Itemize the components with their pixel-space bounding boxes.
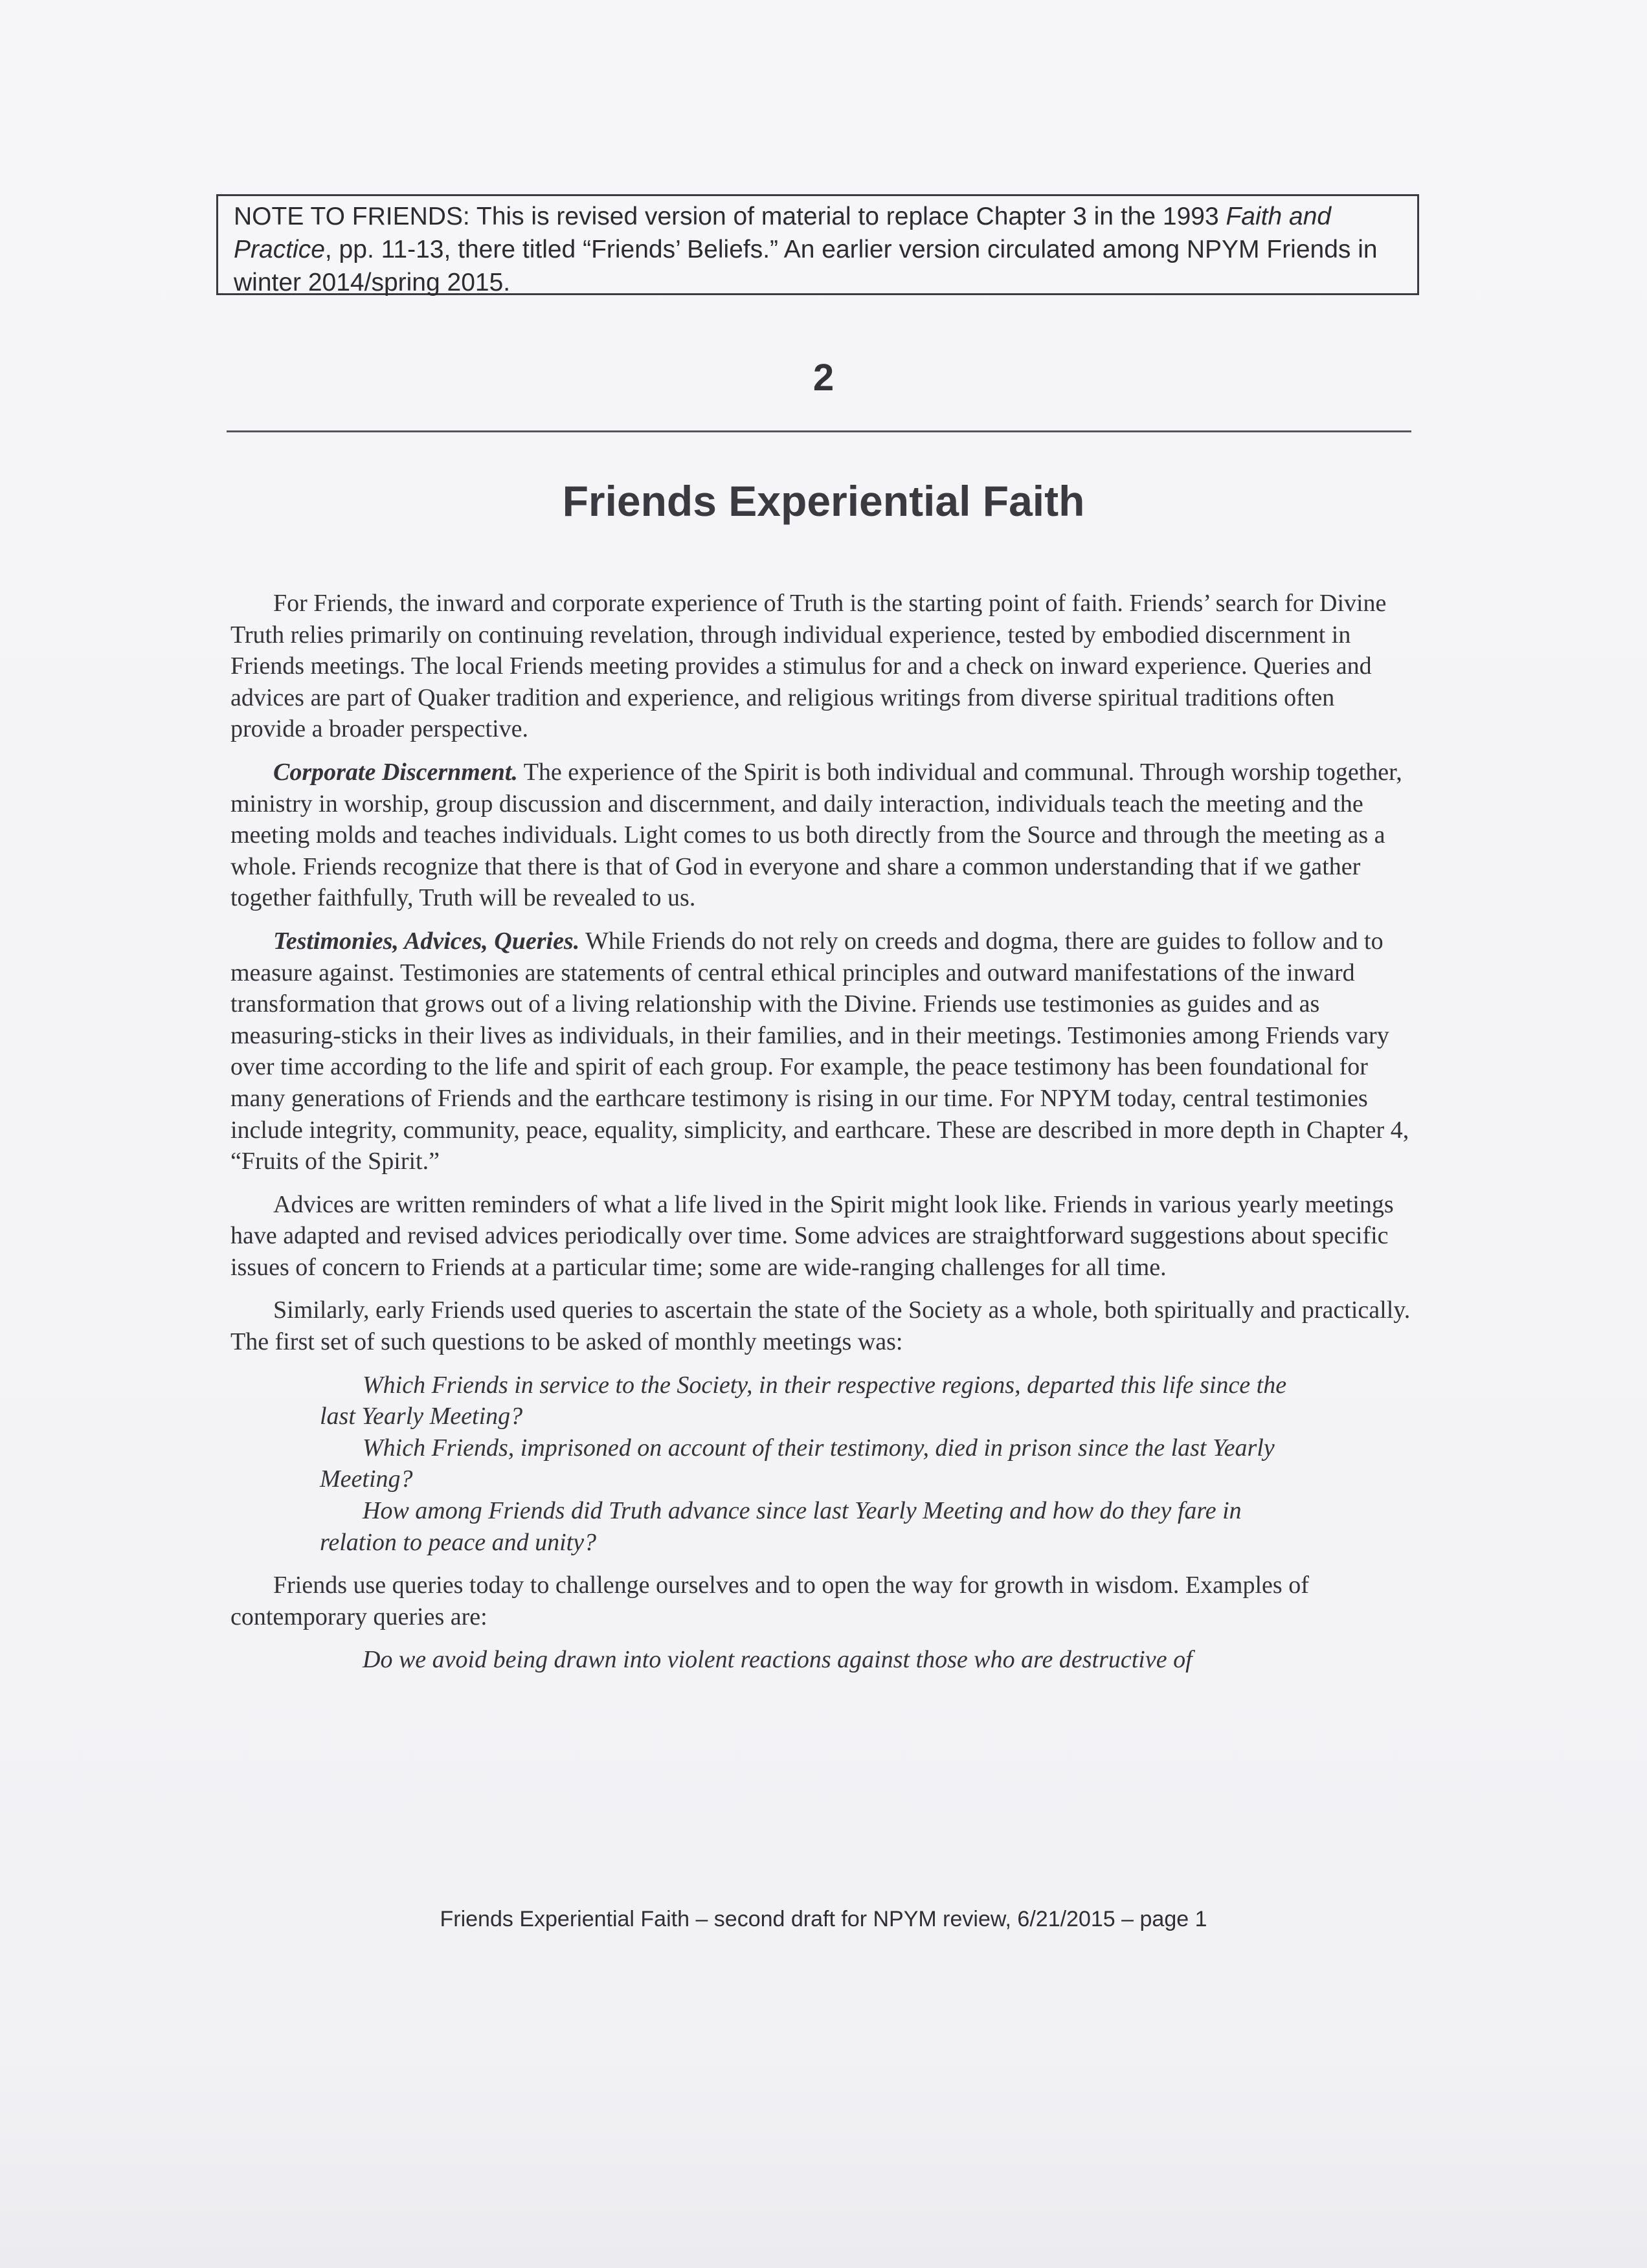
note-suffix: , pp. 11-13, there titled “Friends’ Beliefs.” An earlier version circulated among NPYM Friends in winter 2014/spring 2015. — [234, 236, 1378, 296]
early-queries-intro-paragraph: Similarly, early Friends used queries to ascertain the state of the Society as a whole, both spiritually and practically. The first set of such questions to be asked of monthly meetings was: — [230, 1296, 1411, 1356]
early-query-1: Which Friends in service to the Society, in their respective regions, departed this life since the last Yearly Meeting? — [320, 1371, 1287, 1430]
advices-paragraph: Advices are written reminders of what a life lived in the Spirit might look like. Friends in various yearly meetings have adapted and revised advices periodically over time. Some advices are straightforward suggestions about specific issues of concern to Friends at a particular time; some are wide-ranging challenges for all time. — [230, 1190, 1394, 1281]
early-queries-list — [230, 1370, 1413, 1559]
chapter-divider — [227, 430, 1411, 432]
chapter-title: Friends Experiential Faith — [562, 477, 1085, 525]
corporate-discernment-paragraph — [230, 757, 1413, 914]
testimonies-heading: Testimonies, Advices, Queries. — [273, 927, 580, 955]
early-query-3: How among Friends did Truth advance since last Yearly Meeting and how do they fare in relation to peace and unity? — [320, 1497, 1242, 1556]
contemporary-query-1: Do we avoid being drawn into violent reactions against those who are destructive of — [363, 1646, 1193, 1674]
page-footer: Friends Experiential Faith – second draft for NPYM review, 6/21/2015 – page 1 — [440, 1907, 1207, 1931]
intro-paragraph: For Friends, the inward and corporate experience of Truth is the starting point of faith. Friends’ search for Divine Truth relies primarily on continuing revelation, through individual experience, tested by embodied discernment in Friends meetings. The local Friends meeting provides a stimulus for and a check on inward experience. Queries and advices are part of Quaker tradition and experience, and religious writings from diverse spiritual traditions often provide a broader perspective. — [230, 590, 1387, 743]
corporate-discernment-heading: Corporate Discernment. — [273, 758, 518, 786]
note-book-title: Faith and Practice — [234, 203, 1332, 263]
chapter-number: 2 — [812, 357, 835, 399]
testimonies-text: While Friends do not rely on creeds and dogma, there are guides to follow and to measure against. Testimonies are statements of central ethical principles and outward manifestations of the inward transformation that grows out of a living relationship with the Divine. Friends use testimonies as guides and as measuring-sticks in their lives as individuals, in their families, and in their meetings. Testimonies among Friends vary over time according to the life and spirit of each group. For example, the peace testimony has been foundational for many generations of Friends and the earthcare testimony is rising in our time. For NPYM today, central testimonies include integrity, community, peace, equality, simplicity, and earthcare. These are described in more depth in Chapter 4, “Fruits of the Spirit.” — [230, 927, 1409, 1175]
note-prefix: NOTE TO FRIENDS: This is revised version of material to replace Chapter 3 in the 1993 — [234, 203, 1226, 230]
note-to-friends-box — [216, 194, 1419, 295]
contemporary-queries-intro-paragraph: Friends use queries today to challenge ourselves and to open the way for growth in wisdom. Examples of contemporary queries are: — [230, 1572, 1309, 1630]
testimonies-paragraph — [230, 926, 1413, 1177]
early-query-2: Which Friends, imprisoned on account of their testimony, died in prison since the last Yearly Meeting? — [320, 1434, 1275, 1493]
corporate-discernment-text: The experience of the Spirit is both individual and communal. Through worship together, ministry in worship, group discussion and discernment, and daily interaction, individuals teach the meeting and the meeting molds and teaches individuals. Light comes to us both directly from the Source and through the meeting as a whole. Friends recognize that there is that of God in everyone and share a common understanding that if we gather together faithfully, Truth will be revealed to us. — [230, 758, 1402, 912]
contemporary-queries-list — [230, 1644, 1413, 1676]
chapter-body — [230, 588, 1413, 1687]
